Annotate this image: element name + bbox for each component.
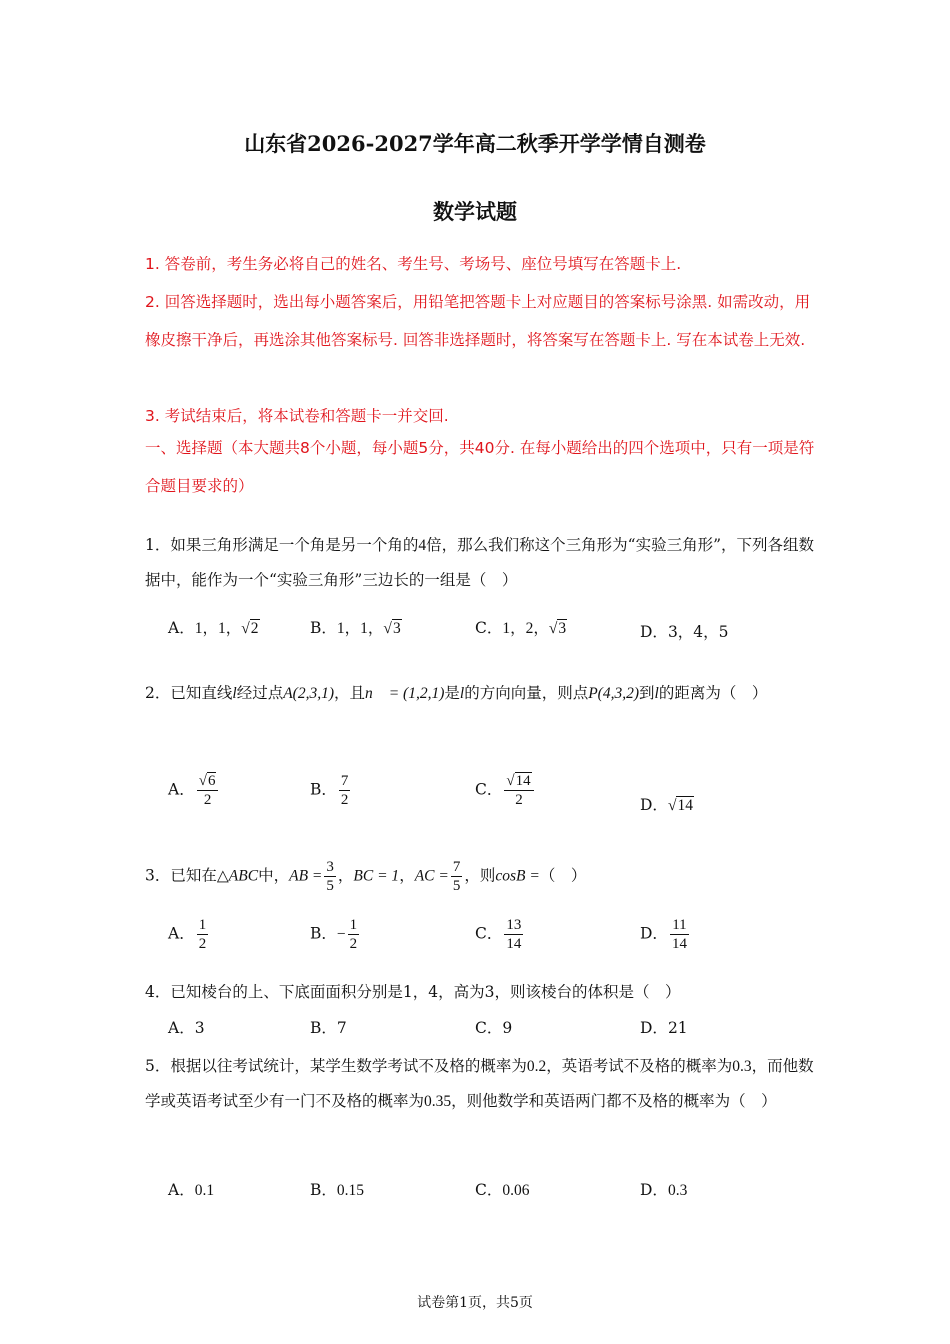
separator: ， [344,619,361,637]
option-label: D． [640,1181,668,1199]
q4-option-b[interactable] [310,1016,347,1038]
question-text: 根据以往考试统计，某学生数学考试不及格的概率为 [170,1057,527,1075]
math-value: 1 [502,620,511,637]
option-label: C． [475,924,503,943]
option-label: D． [640,796,668,814]
q1-option-d[interactable] [640,620,729,642]
option-label: D． [640,623,668,641]
question-text: 的距离为（ ） [658,684,768,702]
point-a: A(2,3,1) [283,685,335,702]
question-5 [145,1049,815,1119]
option-label: A． [168,1019,195,1037]
question-text: 到 [639,684,655,702]
math-value: 0.35 [424,1093,452,1110]
question-2 [145,676,815,711]
q3-option-c[interactable] [475,916,525,953]
option-label: B． [310,1181,337,1199]
question-text: ，而他数学或英语考试至少有一门不及格的概率为 [145,1057,814,1110]
question-number: 3． [145,866,171,885]
option-text: 9 [502,1019,513,1037]
math-value: 1 [217,620,226,637]
numerator: 13 [506,917,522,933]
question-number: 1． [145,536,171,554]
note-1: 1. 答卷前，考生务必将自己的姓名、考生号、考场号、座位号填写在答题卡上. [145,255,682,273]
radicand: 14 [515,773,531,789]
q1-option-b[interactable] [310,616,402,638]
question-text: ，且 [334,684,366,702]
option-label: B． [310,780,337,799]
cos-b: cosB = [495,867,540,885]
option-label: D． [640,924,668,943]
question-text: ，则他数学和英语两门都不及格的概率为（ ） [451,1092,777,1110]
sqrt-expression: √3 [548,620,567,637]
denominator: 2 [203,792,212,808]
option-label: C． [475,1019,503,1037]
q5-option-b[interactable] [310,1178,364,1200]
q4-option-c[interactable] [475,1016,512,1038]
q5-option-d[interactable] [640,1178,687,1200]
separator: ， [225,619,242,637]
question-text: ，则 [464,866,496,885]
numerator: 7 [340,773,349,789]
exam-subtitle: 数学试题 [433,199,517,224]
question-text: 中， [258,866,290,885]
option-text: 21 [667,1019,688,1037]
option-label: B． [310,619,337,637]
question-text: 已知直线 [170,684,233,702]
denominator: 14 [506,936,522,952]
question-text: 倍，那么我们称这个三角形为“实验三角形”，下列各组数据中，能作为一个“实验三角形”三边长的一组是（ ） [145,536,814,589]
section-heading: 一、选择题（本大题共8个小题，每小题5分，共40分. 在每小题给出的四个选项中，只有一项是符合题目要求的） [145,439,815,495]
option-text: 0.15 [336,1182,365,1199]
note-2: 2. 回答选择题时，选出每小题答案后，用铅笔把答题卡上对应题目的答案标号涂黑. 如需改动，用橡皮擦干净后，再选涂其他答案标号. 回答非选择题时，将答案写在答题卡上. 写在本试卷上无效. [145,293,811,349]
line-symbol: l [654,685,659,702]
q3-option-d[interactable] [640,916,691,953]
radicand: 3 [558,620,567,637]
separator: ， [367,619,384,637]
question-text: 已知棱台的上、下底面面积分别是1，4，高为3，则该棱台的体积是（ ） [170,983,681,1001]
question-text: 是 [444,684,460,702]
option-text: 7 [336,1019,347,1037]
option-text: 0.3 [667,1182,688,1199]
question-number: 4． [145,983,171,1001]
q3-option-b[interactable] [310,916,361,953]
q2-option-c[interactable] [475,772,536,809]
fraction [451,858,463,895]
vector-n: n⃗ = (1,2,1) [365,685,445,702]
fraction [197,916,209,953]
numerator: 7 [452,859,461,875]
radicand: 3 [392,620,401,637]
fraction [324,858,336,895]
side-ac: AC = [414,867,449,885]
denominator: 5 [326,878,334,894]
point-p: P(4,3,2) [588,685,640,702]
math-value: 4 [418,537,427,554]
option-text: 0.1 [194,1182,215,1199]
option-label: A． [168,1181,195,1199]
math-value: 0.2 [526,1058,547,1075]
numerator: 1 [349,917,358,933]
option-text: 0.06 [502,1182,530,1199]
radicand: 2 [250,620,259,637]
math-value: 1 [360,620,368,637]
fraction [348,916,360,953]
fraction [504,916,523,953]
option-label: B． [310,1019,337,1037]
option-label: C． [475,619,503,637]
option-label: D． [640,1019,668,1037]
minus-sign: − [336,925,346,943]
option-label: B． [310,924,337,943]
numerator: 3 [326,859,334,875]
denominator: 2 [198,936,207,952]
numerator: 11 [670,916,689,935]
fraction [670,916,689,953]
separator: ， [510,619,526,637]
denominator: 2 [349,936,358,952]
side-bc: BC = 1 [353,867,400,885]
side-ab: AB = [289,867,323,885]
option-label: A． [168,619,195,637]
denominator: 2 [340,792,349,808]
q2-option-d[interactable] [640,793,694,815]
line-symbol: l [459,685,465,702]
math-value: 0.3 [732,1058,752,1075]
triangle-abc: △ABC [216,867,259,885]
q4-option-a[interactable] [168,1016,205,1038]
denominator: 5 [452,878,461,894]
question-1 [145,528,815,597]
line-symbol: l [232,685,237,702]
question-number: 5． [145,1057,171,1075]
fraction [197,772,219,809]
question-text: 的方向向量，则点 [464,684,589,702]
denominator: 2 [515,792,523,808]
question-4 [145,975,815,1009]
numerator: √14 [504,772,533,791]
radicand: 6 [207,773,216,789]
q4-option-d[interactable] [640,1016,688,1038]
math-value: 1 [336,620,345,637]
q5-option-c[interactable] [475,1178,530,1200]
sqrt-expression: √14 [667,797,693,814]
question-text: 已知在 [170,866,217,885]
q2-option-b[interactable] [310,772,352,809]
numerator: 1 [198,917,207,933]
denominator: 14 [671,936,687,952]
question-text: （ ） [539,866,587,885]
math-value: 1 [194,620,203,637]
separator: ， [202,619,218,637]
separator: ， [533,619,549,637]
separator: ， [337,866,354,885]
q2-option-a[interactable] [168,772,220,809]
math-value: 2 [525,620,534,637]
radicand: 14 [677,797,693,814]
page-footer: 试卷第1页，共5页 [417,1295,533,1311]
question-3 [145,858,815,895]
q1-option-c[interactable] [475,616,567,638]
option-text: 3 [194,1019,205,1037]
question-text: 如果三角形满足一个角是另一个角的 [170,536,419,554]
separator: ， [399,866,415,885]
fraction [504,772,533,809]
exam-title: 山东省2026-2027学年高二秋季开学学情自测卷 [244,131,706,156]
q1-option-a[interactable] [168,616,260,638]
numerator: √6 [197,772,219,791]
question-number: 2． [145,684,171,702]
option-text: 3，4，5 [667,623,729,641]
sqrt-expression: √2 [241,620,259,637]
fraction [339,772,351,809]
question-text: 经过点 [236,684,284,702]
note-3: 3. 考试结束后，将本试卷和答题卡一并交回. [145,407,449,425]
option-label: A． [168,780,195,799]
option-label: C． [475,780,503,799]
option-label: A． [168,924,195,943]
option-label: C． [475,1181,503,1199]
q3-option-a[interactable] [168,916,210,953]
q5-option-a[interactable] [168,1178,214,1200]
sqrt-expression: √3 [383,620,401,637]
question-text: ，英语考试不及格的概率为 [546,1057,733,1075]
